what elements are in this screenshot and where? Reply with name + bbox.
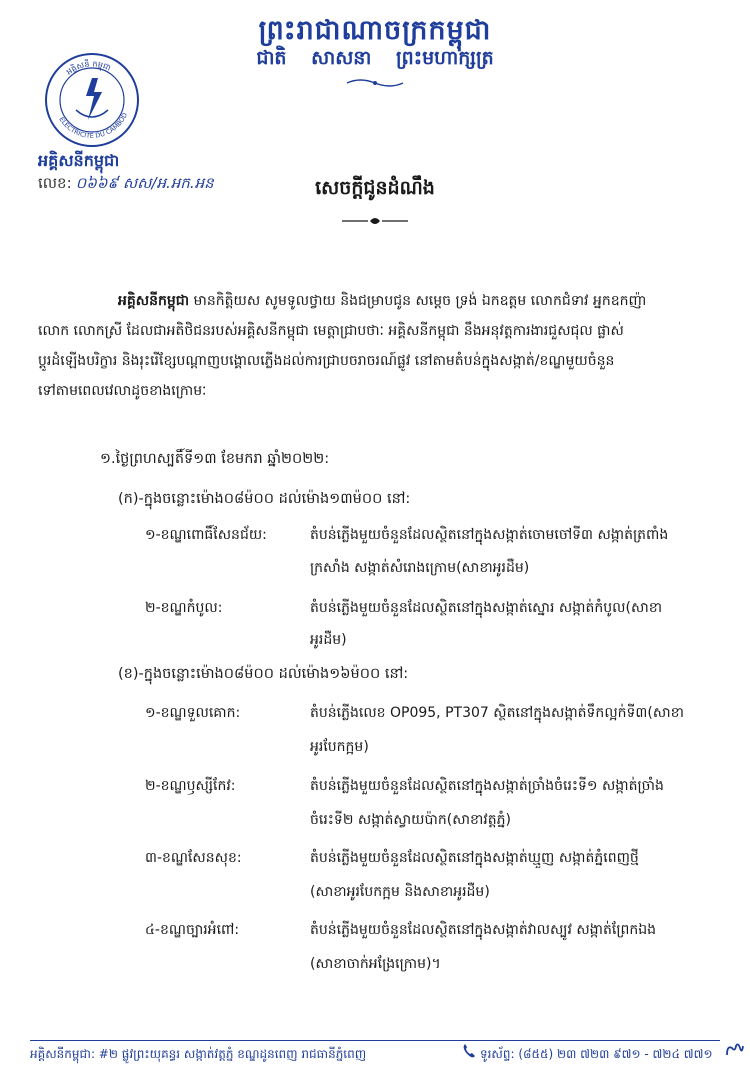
- kingdom-title: ព្រះរាជាណាចក្រកម្ពុជា: [258, 15, 492, 46]
- district-desc-line2: (សាខាអូរបែកក្អម និងសាខាអូរដឺម): [310, 884, 490, 900]
- schedule-date: ១.ថ្ងៃព្រហស្បតិ៍ទី១៣ ខែមករា ឆ្នាំ២០២២:: [100, 451, 330, 467]
- intro-line-2: លោក លោកស្រី ដែលជាអតិថិជនរបស់អគ្គិសនីកម្ពុជា មេត្តាជ្រាបថាៈ អគ្គិសនីកម្ពុជា នឹងអនុវត្តការងារជួសជុល ផ្លាស់: [38, 323, 624, 339]
- org-name: អគ្គិសនីកម្ពុជា: [38, 151, 120, 170]
- district-desc-line1: តំបន់ភ្លើងមួយចំនួនដែលស្ថិតនៅក្នុងសង្កាត់វាលស្បូវ សង្កាត់ព្រែកឯង: [310, 922, 657, 938]
- national-motto: ជាតិ សាសនា ព្រះមហាក្សត្រ: [256, 47, 494, 69]
- footer-address: អគ្គិសនីកម្ពុជា: #២ ផ្លូវព្រះយុគន្ធរ សង្កាត់វត្តភ្នំ ខណ្ឌដូនពេញ រាជធានីភ្នំពេញ: [30, 1047, 367, 1061]
- district-desc-line1: តំបន់ភ្លើងលេខ OP095, PT307 ស្ថិតនៅក្នុងសង្កាត់ទឹកល្អក់ទី៣(សាខា: [310, 705, 684, 721]
- intro-org: អគ្គិសនីកម្ពុជា: [118, 293, 190, 309]
- document-title: សេចក្តីជូនដំណឹង: [315, 177, 435, 199]
- intro-line-4: ទៅតាមពេលវេលាដូចខាងក្រោមៈ: [38, 383, 207, 399]
- district-desc-line2: អូរបែកក្អម): [310, 739, 369, 755]
- district-item: ១-ខណ្ឌទួលគោក:: [145, 705, 241, 721]
- footer-divider: [30, 1040, 720, 1041]
- svg-text:អគ្គិសនី កម្ពុជា: អគ្គិសនី កម្ពុជា: [64, 59, 113, 77]
- intro-line-1-text: មានកិត្តិយស សូមទូលថ្វាយ និងជម្រាបជូន សម្តេច ទ្រង់ ឯកឧត្តម លោកជំទាវ អ្នកឧកញ៉ា: [193, 293, 647, 309]
- district-desc-line1: តំបន់ភ្លើងមួយចំនួនដែលស្ថិតនៅក្នុងសង្កាត់ចោមចៅទី៣ សង្កាត់ត្រពាំង: [310, 527, 669, 543]
- intro-paragraph: [38, 286, 718, 406]
- district-item: ១-ខណ្ឌពោធិ៍សែនជ័យ:: [145, 527, 267, 543]
- reference-label: លេខ:: [38, 174, 72, 192]
- district-desc-line1: តំបន់ភ្លើងមួយចំនួនដែលស្ថិតនៅក្នុងសង្កាត់ច្រាំងចំរេះទី១ សង្កាត់ច្រាំង: [310, 778, 664, 794]
- intro-line-3: ប្តូរដំឡើងបរិក្ខារ និងរុះរើខ្សែបណ្តាញបង្គោលភ្លើងដល់ការជ្រាបចរាចរណ៍ផ្លូវ នៅតាមតំបន់ក្នុងសង្កាត់/ខណ្ឌមួយចំនួន: [38, 353, 615, 369]
- reference-value: ០៦៦៩ សស/អ.អក.អន: [75, 174, 214, 192]
- district-desc-line2: អូរដឺម): [310, 632, 347, 648]
- session-a-label: (ក)-ក្នុងចន្លោះម៉ោង០៨ម៉០០ ដល់ម៉ោង១៣ម៉០០ នៅ:: [118, 491, 411, 507]
- ornament-top-icon: [345, 75, 405, 91]
- district-item: ៤-ខណ្ឌច្បារអំពៅ:: [145, 922, 240, 938]
- edc-seal-icon: [40, 50, 144, 150]
- district-item: ២-ខណ្ឌឫស្សីកែវ:: [145, 778, 236, 794]
- district-desc-line2: (សាខាចាក់អង្រែក្រោម)។: [310, 956, 441, 972]
- district-desc-line2: ក្រសាំង សង្កាត់សំរោងក្រោម(សាខាអូរដឺម): [310, 560, 530, 576]
- ornament-divider-icon: [340, 215, 410, 227]
- district-desc-line1: តំបន់ភ្លើងមួយចំនួនដែលស្ថិតនៅក្នុងសង្កាត់ស្នោរ សង្កាត់កំបូល(សាខា: [310, 600, 663, 616]
- footer-mark-icon: [724, 1040, 746, 1062]
- district-desc-line2: ចំរេះទី២ សង្កាត់ស្វាយប៉ាក(សាខាវត្តភ្នំ): [310, 812, 511, 828]
- district-item: ២-ខណ្ឌកំបូល:: [145, 600, 223, 616]
- svg-text:ELECTRICITE DU CAMBODGE: ELECTRICITE DU CAMBOD: [57, 111, 130, 140]
- session-b-label: (ខ)-ក្នុងចន្លោះម៉ោង០៨ម៉០០ ដល់ម៉ោង១៦ម៉០០ នៅ:: [118, 666, 409, 682]
- district-item: ៣-ខណ្ឌសែនសុខ:: [145, 850, 242, 866]
- intro-line-1: [118, 286, 646, 316]
- edc-logo: [40, 50, 144, 150]
- phone-icon: [462, 1043, 476, 1059]
- district-desc-line1: តំបន់ភ្លើងមួយចំនួនដែលស្ថិតនៅក្នុងសង្កាត់ឃ្មួញ សង្កាត់ភ្នំពេញថ្មី: [310, 850, 639, 866]
- footer-phone: ទូរស័ព្ទ: (៨៥៥) ២៣ ៧២៣ ៩៧១ - ៧២៤ ៧៧១: [480, 1047, 713, 1061]
